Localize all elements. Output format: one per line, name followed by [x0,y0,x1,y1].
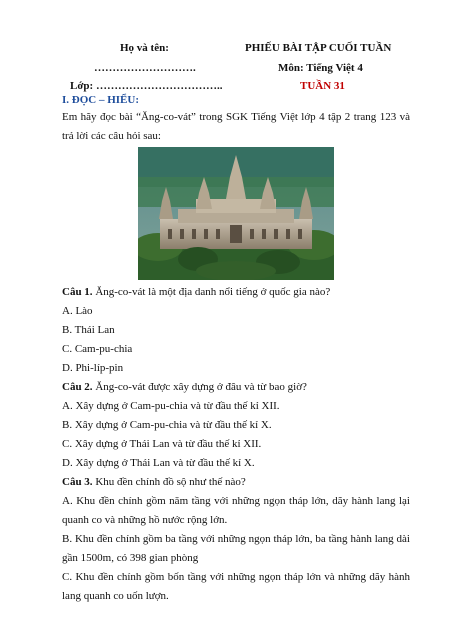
question-2-text: Ăng-co-vát được xây dựng ở đâu và từ bao giờ? [92,381,307,393]
subject-label: Môn: Tiếng Việt 4 [278,62,363,74]
angkor-wat-photo [138,147,334,280]
question-1-label: Câu 1. [62,286,93,298]
name-label: Họ và tên: [120,42,169,54]
worksheet-title: PHIẾU BÀI TẬP CUỐI TUẦN [245,42,392,54]
q2-option-d: D. Xây dựng ở Thái Lan và từ đầu thế kỉ X. [62,457,255,469]
name-dots: ………………………. [94,62,196,74]
question-2 [62,378,410,397]
question-1-text: Ăng-co-vát là một địa danh nổi tiếng ở quốc gia nào? [92,286,331,298]
intro-paragraph: Em hãy đọc bài “Ăng-co-vát” trong SGK Tiếng Việt lớp 4 tập 2 trang 123 và trả lời các câu hỏi sau: [62,111,410,142]
question-3-label: Câu 3. [62,476,93,488]
question-1 [62,283,410,302]
q1-option-d: D. Phi-líp-pin [62,362,124,374]
q1-option-a: A. Lào [62,305,93,317]
q2-option-a: A. Xây dựng ở Cam-pu-chia và từ đầu thế kỉ XII. [62,400,280,412]
q1-option-b: B. Thái Lan [62,324,115,336]
question-3-text: Khu đền chính đồ sộ như thế nào? [92,476,246,488]
question-3 [62,473,410,492]
q3-option-b: B. Khu đền chính gồm ba tầng với những ngọn tháp lớn, ba tầng hành lang dài gần 1500m, có 398 gian phòng [62,533,410,564]
q2-option-c: C. Xây dựng ở Thái Lan và từ đầu thế kỉ XII. [62,438,262,450]
q1-option-c: C. Cam-pu-chia [62,343,133,355]
section-title: I. ĐỌC – HIỂU: [62,94,140,106]
class-label: Lớp: …………………………….. [70,80,223,92]
q2-option-b: B. Xây dựng ở Cam-pu-chia và từ đầu thế kỉ X. [62,419,272,431]
q3-option-c: C. Khu đền chính gồm bốn tầng với những ngọn tháp lớn và những dãy hành lang quanh co uốn lượn. [62,571,410,602]
question-2-label: Câu 2. [62,381,93,393]
week-label: TUẦN 31 [300,80,345,92]
q3-option-a: A. Khu đền chính gồm năm tầng với những ngọn tháp lớn, dãy hành lang lại quanh co và những hồ nước rộng lớn. [62,495,410,526]
